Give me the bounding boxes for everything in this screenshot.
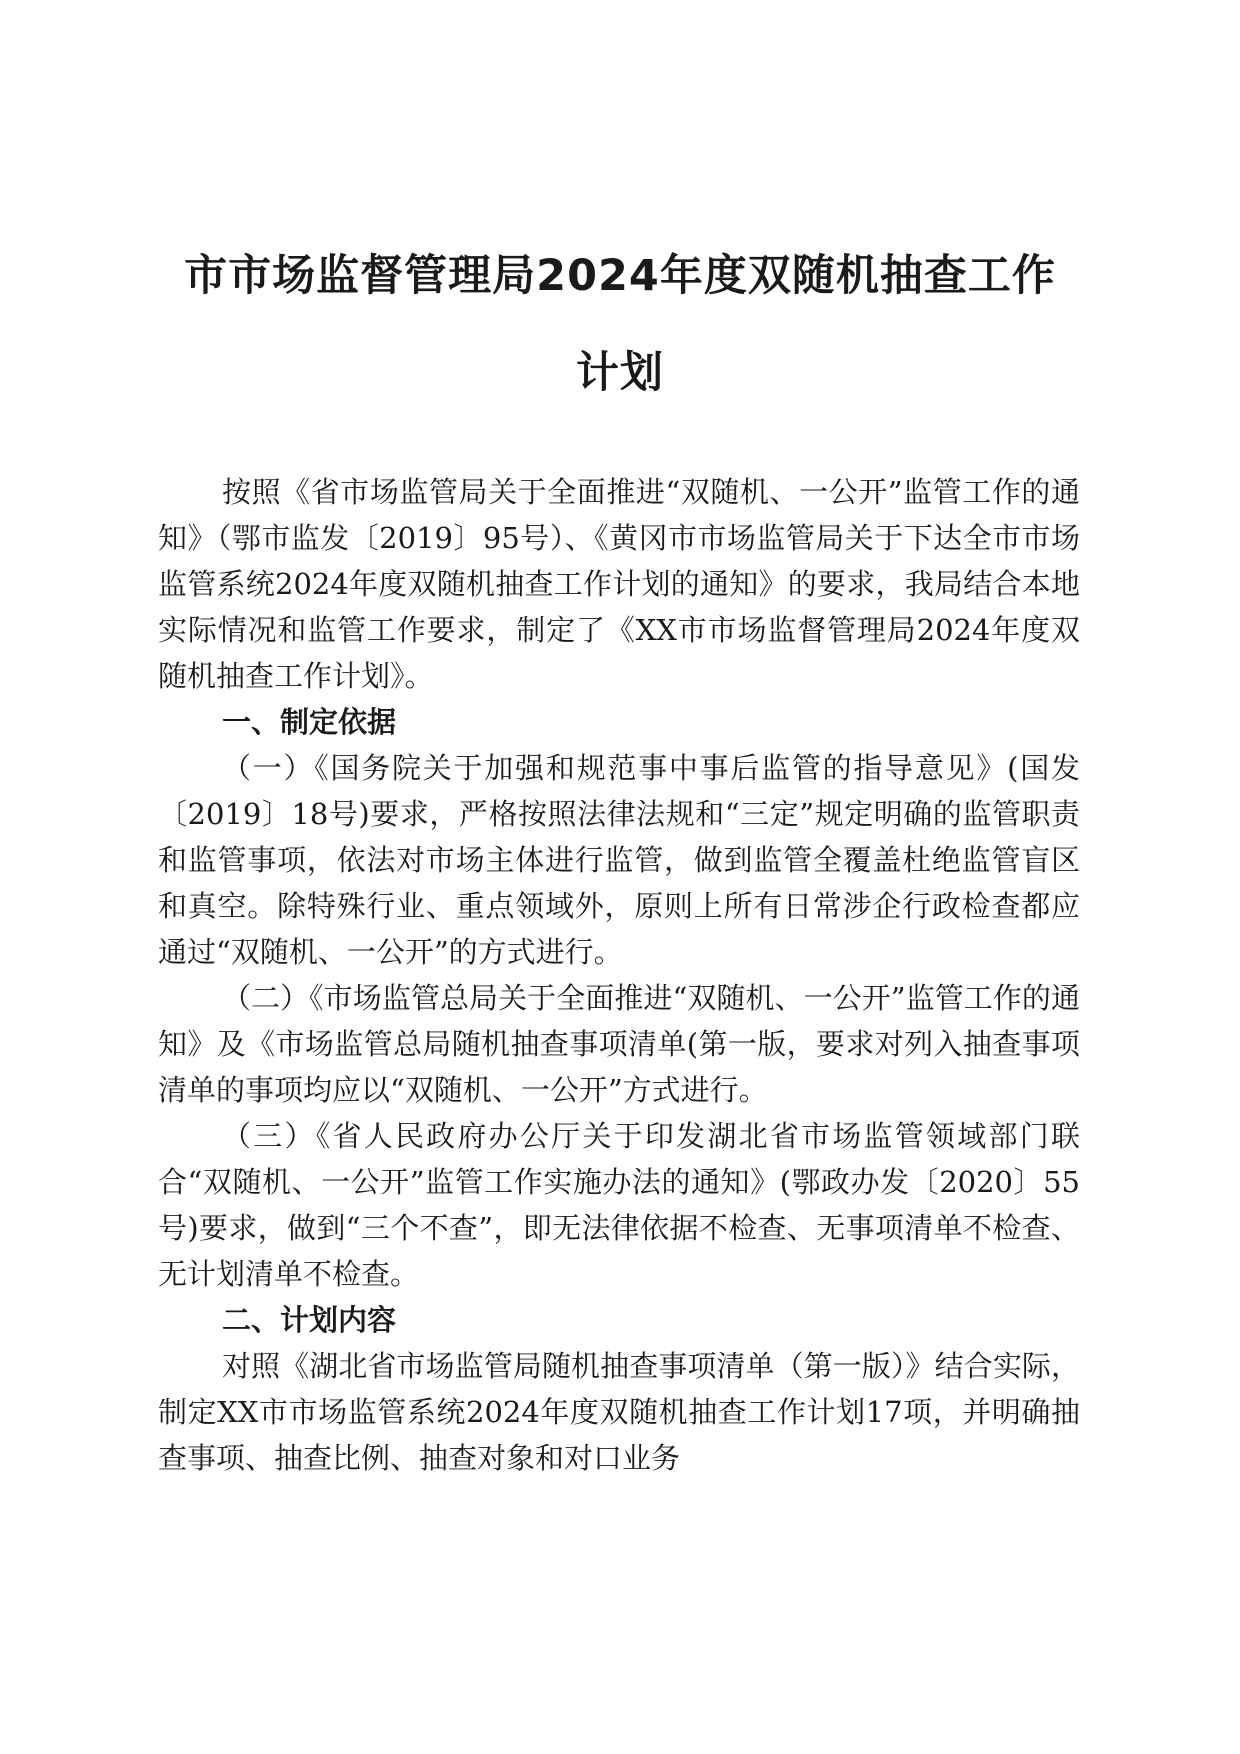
document-body (158, 469, 1080, 1481)
title-line-1: 市市场监督管理局2024年度双随机抽查工作 (184, 251, 1056, 301)
section-1-item-3: （三）《省人民政府办公厅关于印发湖北省市场监管领域部门联合“双随机、一公开”监管工作实施办法的通知》(鄂政办发〔2020〕55号)要求，做到“三个不查”，即无法律依据不检查、无事项清单不检查、无计划清单不检查。 (158, 1119, 1080, 1291)
section-1-item-2: （二）《市场监管总局关于全面推进“双随机、一公开”监管工作的通知》及《市场监管总局随机抽查事项清单(第一版，要求对列入抽查事项清单的事项均应以“双随机、一公开”方式进行。 (158, 981, 1080, 1107)
section-1-item-1: （一）《国务院关于加强和规范事中事后监管的指导意见》(国发〔2019〕18号)要求，严格按照法律法规和“三定”规定明确的监管职责和监管事项，依法对市场主体进行监管，做到监管全覆盖杜绝监管盲区和真空。除特殊行业、重点领域外，原则上所有日常涉企行政检查都应通过“双随机、一公开”的方式进行。 (158, 751, 1080, 969)
section-2-paragraph: 对照《湖北省市场监管局随机抽查事项清单（第一版）》结合实际，制定XX市市场监管系统2024年度双随机抽查工作计划17项，并明确抽查事项、抽查比例、抽查对象和对口业务 (158, 1349, 1080, 1475)
section-1-heading: 一、制定依据 (222, 705, 397, 739)
intro-paragraph: 按照《省市场监管局关于全面推进“双随机、一公开”监管工作的通知》（鄂市监发〔2019〕95号）、《黄冈市市场监管局关于下达全市市场监管系统2024年度双随机抽查工作计划的通知》的要求，我局结合本地实际情况和监管工作要求，制定了《XX市市场监督管理局2024年度双随机抽查工作计划》。 (158, 475, 1080, 693)
title-line-2: 计划 (576, 348, 664, 398)
section-2-heading: 二、计划内容 (222, 1303, 397, 1337)
document-title (160, 248, 1080, 401)
